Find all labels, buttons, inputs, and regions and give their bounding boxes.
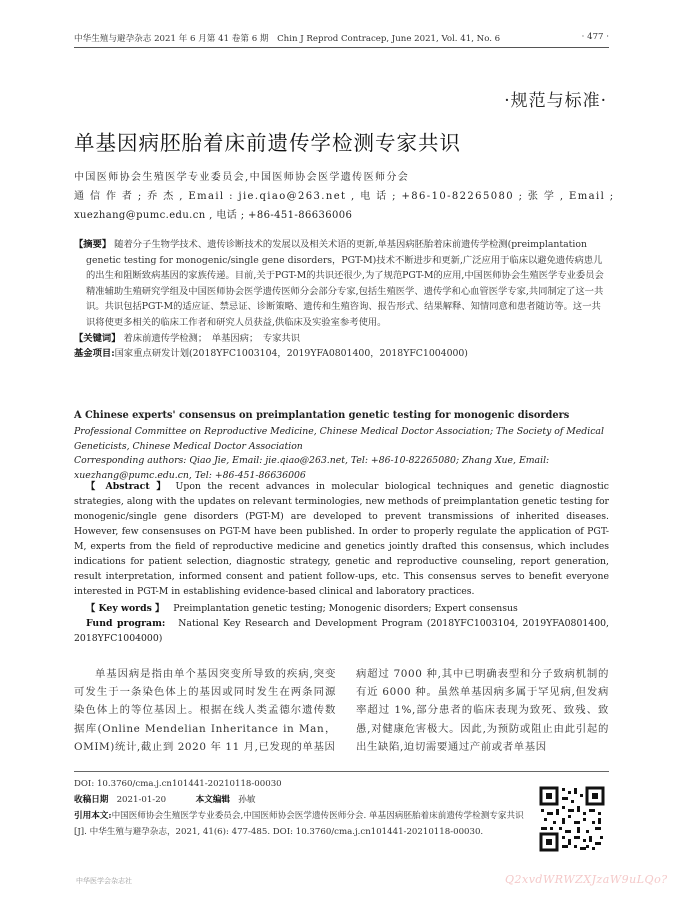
citation — [74, 808, 524, 840]
body-column-right: 病超过 7000 种,其中已明确表型和分子致病机制的有近 6000 种。虽然单基因病多属于罕见病,但发病率超过 1%,部分患者的临床表现为致死、致残、致愚,对健康危害极大。因此,为预防或阻止由此引起的出生缺陷,迫切需要通过产前或者单基因 — [356, 668, 609, 753]
en-fund-text: National Key Research and Development Program (2018YFC1003104, 2019YFA0801400, 2018YFC1004000) — [74, 618, 610, 644]
cn-fund-text: 国家重点研发计划(2018YFC1003104，2019YFA0801400，2018YFC1004000) — [114, 348, 468, 360]
en-fund-label: Fund program: — [86, 618, 166, 629]
doi: DOI: 10.3760/cma.j.cn101441-20210118-00030 — [74, 779, 282, 789]
publisher-logo: 中华医学会杂志社 — [76, 877, 132, 885]
english-keywords — [86, 601, 609, 616]
qr-code — [538, 785, 606, 853]
received-date: 2021-01-20 — [116, 795, 167, 805]
cn-abstract-text: 随着分子生物学技术、遗传诊断技术的发展以及相关术语的更新,单基因病胚胎着床前遗传学检测(preimplantation genetic testing for monogenic/single gene disorders，PGT-M)技术不断进步和更新,广泛应用于临床以避免遗传病患儿的出生和阻断致病基因的家族传递。目前,关于PGT-M的共识还很少,为了规范PGT-M的应用,中国医师协会生殖医学专业委员会精准辅助生殖研究学组及中国医师协会医学遗传医师分会部分专家,包括生殖医学、遗传学和心血管医学专家,共同制定了这一共识。共识包括PGT-M的适应证、禁忌证、诊断策略、遗传和生殖咨询、报告形式、结果解释、知情同意和患者随访等。这一共识将使更多相关的临床工作者和研究人员获益,供临床及实验室参考使用。 — [86, 239, 604, 328]
english-affiliation: Professional Committee on Reproductive Medicine, Chinese Medical Doctor Association; The Society of Medical Geneticists, Chinese Medical Doctor Association — [74, 426, 604, 452]
cn-keywords-label: 【关键词】 — [74, 332, 121, 344]
english-corresponding: Corresponding authors: Qiao Jie, Email: jie.qiao@263.net, Tel: +86-10-82265080; Zhang Xue, Email: xuezhang@pumc.edu.cn, Tel: +86-451-86636006 — [74, 455, 550, 481]
section-label: ·规范与标准· — [504, 91, 607, 111]
affiliation-line-1: 中国医师协会生殖医学专业委员会,中国医师协会医学遗传医师分会 — [74, 172, 410, 183]
journal-header: 中华生殖与避孕杂志 2021 年 6 月第 41 卷第 6 期 Chin J Reprod Contracep, June 2021, Vol. 41, No. 6 — [74, 34, 501, 44]
watermark: Q2xvdWRWZXJzaW9uLQo? — [505, 873, 668, 886]
en-abstract-text: Upon the recent advances in molecular biological techniques and genetic diagnostic strategies, along with the updates on relevant terminologies, new methods of preimplantation genetic testing for monogenic/single gene disorders (PGT-M) are developed to prevent transmissions of inherited diseases. However, few consensuses on PGT-M have been published. In order to properly regulate the application of PGT-M, experts from the field of reproductive medicine and genetics jointly drafted this consensus, which includes indications for patient selection, diagnostic strategy, genetic and reproductive counseling, report generation, result interpretation, informed consent and patient follow-ups, etc. This consensus serves to benefit everyone interested in PGT-M in establishing evidence-based clinical and laboratory practices. — [74, 481, 609, 597]
footnote-rule — [74, 771, 609, 772]
affiliation-line-2: 通 信 作 者 ; 乔 杰 , Email : jie.qiao@263.net , 电 话 ; +86-10-82265080 ; 张 学 , Email ; — [74, 191, 615, 202]
header-rule — [74, 47, 609, 48]
english-abstract — [74, 479, 609, 599]
received-label: 收稿日期 — [74, 795, 109, 805]
cn-abstract-label: 【摘要】 — [74, 239, 112, 250]
en-abstract-label: 【 Abstract 】 — [86, 481, 170, 492]
cite-label: 引用本文: — [74, 811, 112, 821]
paper-title: 单基因病胚胎着床前遗传学检测专家共识 — [74, 131, 461, 155]
cn-fund-label: 基金项目: — [74, 348, 115, 360]
en-keywords-label: 【 Key words 】 — [86, 603, 165, 614]
received-editor-line — [74, 792, 255, 808]
editor-label: 本文编辑 — [195, 795, 231, 805]
english-title: A Chinese experts' consensus on preimplantation genetic testing for monogenic disorders — [74, 410, 570, 421]
cn-fund — [74, 346, 606, 362]
cn-keywords-text: 着床前遗传学检测； 单基因病； 专家共识 — [123, 332, 301, 344]
body-column-left: 单基因病是指由单个基因突变所导致的疾病,突变可发生于一条染色体上的基因或同时发生在两条同源染色体上的等位基因上。根据在线人类孟德尔遗传数据库(Online Mendelian Inheritance in Man，OMIM)统计,截止到 2020 年 11 月,已发现的单基因 — [74, 668, 336, 753]
editor-name: 孙敏 — [238, 795, 256, 805]
english-fund — [74, 616, 609, 646]
page-number: · 477 · — [581, 32, 609, 42]
cite-text: 中国医师协会生殖医学专业委员会,中国医师协会医学遗传医师分会. 单基因病胚胎着床前遗传学检测专家共识[J]. 中华生殖与避孕杂志，2021, 41(6): 477-485. DOI: 10.3760/cma.j.cn101441-20210118-00030. — [74, 811, 524, 837]
affiliation-line-3: xuezhang@pumc.edu.cn , 电话 ; +86-451-86636006 — [74, 210, 353, 221]
cn-keywords — [74, 331, 606, 347]
en-keywords-text: Preimplantation genetic testing; Monogenic disorders; Expert consensus — [173, 603, 518, 614]
cn-abstract-paragraph — [74, 237, 606, 331]
chinese-abstract — [74, 237, 606, 362]
